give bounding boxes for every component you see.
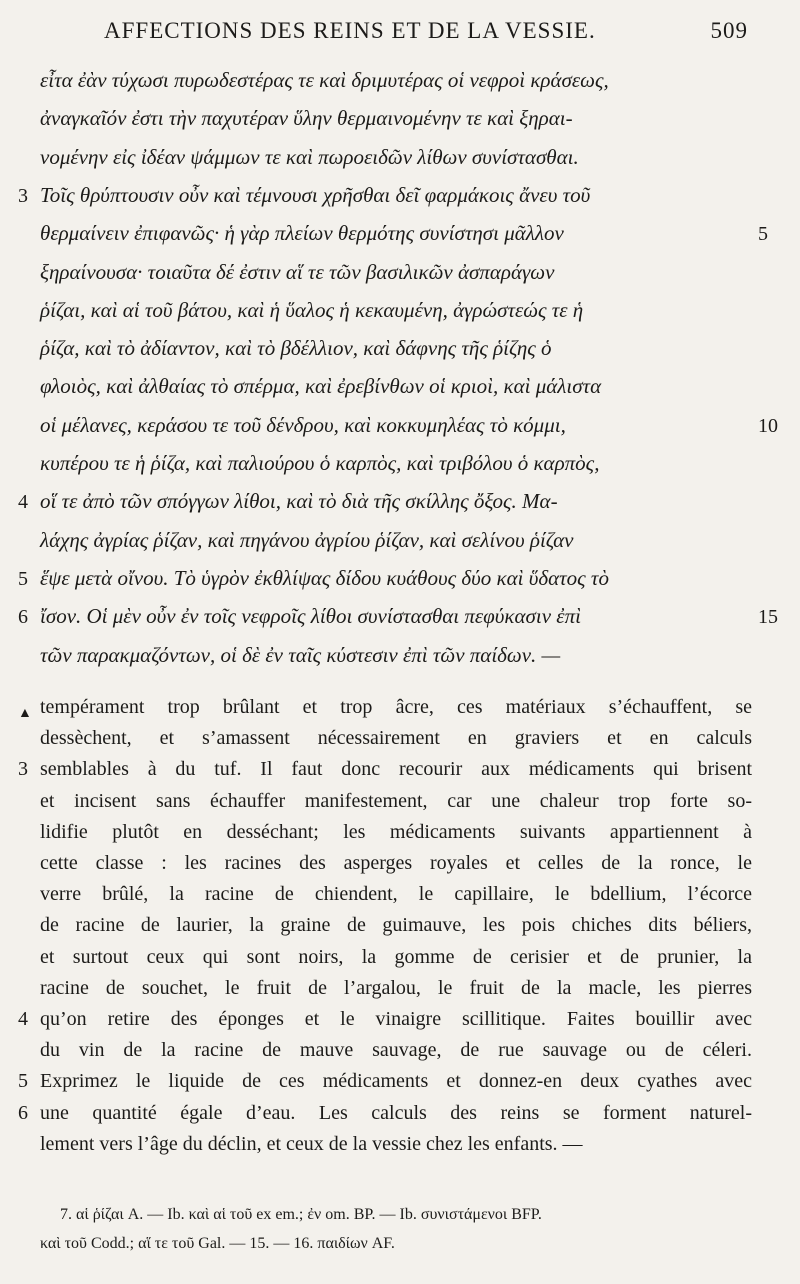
margin-mark: ▲ bbox=[18, 706, 32, 721]
footnote-line: 7. αἱ ῥίζαι A. — Ib. καὶ αἱ τοῦ ex em.; ἐν om. BP. — Ib. συνιστάμενοι BFP. bbox=[60, 1206, 542, 1223]
french-line: qu’on retire des éponges et le vinaigre scillitique. Faites bouillir avec bbox=[40, 1008, 752, 1030]
french-line: Exprimez le liquide de ces médicaments et donnez-en deux cyathes avec bbox=[40, 1070, 752, 1093]
margin-line-number: 3 bbox=[18, 184, 28, 207]
french-line: de racine de laurier, la graine de guimauve, les pois chiches dits béliers, bbox=[40, 914, 752, 937]
french-line: une quantité égale d’eau. Les calculs des reins se forment naturel- bbox=[40, 1101, 752, 1124]
french-line: et incisent sans échauffer manifestement, car une chaleur trop forte so- bbox=[40, 789, 752, 812]
margin-line-number: 6 bbox=[18, 606, 28, 629]
french-line: tempérament trop brûlant et trop âcre, ces matériaux s’échauffent, se bbox=[40, 696, 752, 718]
french-line: lidifie plutôt en desséchant; les médicaments suivants appartiennent à bbox=[40, 820, 752, 843]
margin-line-number: 10 bbox=[758, 414, 778, 437]
margin-line-number: 4 bbox=[18, 1008, 28, 1030]
margin-line-number: 5 bbox=[758, 223, 768, 246]
greek-line: θερμαίνειν ἐπιφανῶς· ἡ γὰρ πλείων θερμότης συνίστησι μᾶλλον bbox=[40, 221, 564, 246]
footnote-line: καὶ τοῦ Codd.; αἵ τε τοῦ Gal. — 15. — 16. παιδίων AF. bbox=[40, 1235, 395, 1252]
running-title: AFFECTIONS DES REINS ET DE LA VESSIE. bbox=[104, 18, 596, 43]
margin-line-number: 4 bbox=[18, 491, 28, 514]
greek-line: εἶτα ἐὰν τύχωσι πυρωδεστέρας τε καὶ δριμυτέρας οἱ νεφροὶ κράσεως, bbox=[40, 68, 609, 92]
french-line: et surtout ceux qui sont noirs, la gomme de cerisier et de prunier, la bbox=[40, 945, 752, 968]
greek-line: λάχης ἀγρίας ῥίζαν, καὶ πηγάνου ἀγρίου ῥίζαν, καὶ σελίνου ῥίζαν bbox=[40, 527, 574, 552]
french-line: dessèchent, et s’amassent nécessairement en graviers et en calculs bbox=[40, 727, 752, 750]
greek-line: τῶν παρακμαζόντων, οἱ δὲ ἐν ταῖς κύστεσιν ἐπὶ τῶν παίδων. — bbox=[40, 642, 561, 667]
margin-line-number: 3 bbox=[18, 758, 28, 781]
french-line: verre brûlé, la racine de chiendent, le capillaire, le bdellium, l’écorce bbox=[40, 883, 752, 906]
french-line: racine de souchet, le fruit de l’argalou, le fruit de la macle, les pierres bbox=[40, 976, 752, 999]
margin-line-number: 5 bbox=[18, 567, 28, 590]
greek-line: φλοιὸς, καὶ ἀλθαίας τὸ σπέρμα, καὶ ἐρεβίνθων οἱ κριοὶ, καὶ μάλιστα bbox=[40, 374, 602, 399]
greek-line: κυπέρου τε ἡ ῥίζα, καὶ παλιούρου ὁ καρπὸς, καὶ τριβόλου ὁ καρπὸς, bbox=[40, 451, 600, 475]
greek-line: ἀναγκαῖόν ἐστι τὴν παχυτέραν ὕλην θερμαινομένην τε καὶ ξηραι- bbox=[40, 106, 573, 131]
page-number: 509 bbox=[710, 18, 748, 43]
margin-line-number: 15 bbox=[758, 606, 778, 629]
greek-line: οἱ μέλανες, κεράσου τε τοῦ δένδρου, καὶ κοκκυμηλέας τὸ κόμμι, bbox=[40, 412, 566, 437]
french-line: semblables à du tuf. Il faut donc recourir aux médicaments qui brisent bbox=[40, 758, 752, 781]
greek-line: ῥίζα, καὶ τὸ ἀδίαντον, καὶ τὸ βδέλλιον, καὶ δάφνης τῆς ῥίζης ὁ bbox=[40, 336, 552, 361]
french-line: du vin de la racine de mauve sauvage, de rue sauvage ou de céleri. bbox=[40, 1039, 752, 1062]
greek-line: ἴσον. Οἱ μὲν οὖν ἐν τοῖς νεφροῖς λίθοι συνίστασθαι πεφύκασιν ἐπὶ bbox=[40, 604, 581, 629]
french-line: lement vers l’âge du déclin, et ceux de la vessie chez les enfants. — bbox=[40, 1132, 583, 1155]
greek-line: οἵ τε ἀπὸ τῶν σπόγγων λίθοι, καὶ τὸ διὰ τῆς σκίλλης ὄξος. Μα- bbox=[40, 489, 558, 514]
french-line: cette classe : les racines des asperges royales et celles de la ronce, le bbox=[40, 852, 752, 874]
greek-line: ἕψε μετὰ οἴνου. Τὸ ὑγρὸν ἐκθλίψας δίδου κυάθους δύο καὶ ὕδατος τὸ bbox=[40, 565, 609, 590]
margin-line-number: 6 bbox=[18, 1101, 28, 1124]
margin-line-number: 5 bbox=[18, 1070, 28, 1093]
greek-line: Τοῖς θρύπτουσιν οὖν καὶ τέμνουσι χρῆσθαι δεῖ φαρμάκοις ἄνευ τοῦ bbox=[40, 182, 591, 207]
greek-line: νομένην εἰς ἰδέαν ψάμμων τε καὶ πωροειδῶν λίθων συνίστασθαι. bbox=[40, 144, 579, 169]
greek-line: ῥίζαι, καὶ αἱ τοῦ βάτου, καὶ ἡ ὕαλος ἡ κεκαυμένη, ἀγρώστεώς τε ἡ bbox=[40, 297, 584, 322]
greek-line: ξηραίνουσα· τοιαῦτα δέ ἐστιν αἵ τε τῶν βασιλικῶν ἀσπαράγων bbox=[40, 259, 555, 284]
